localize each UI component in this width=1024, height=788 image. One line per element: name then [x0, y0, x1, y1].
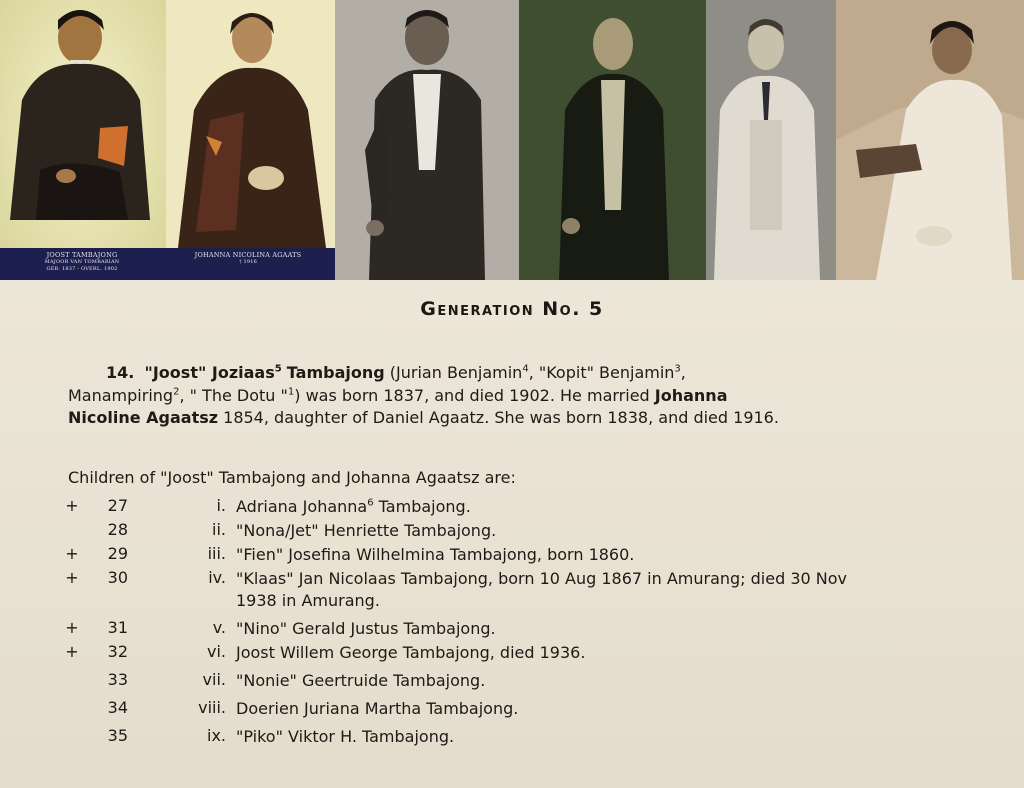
child-roman-numeral: vii. [202, 670, 226, 689]
child-row [0, 726, 1024, 750]
birth-death-text: ) was born 1837, and died 1902. He married [294, 385, 650, 405]
child-roman-numeral: i. [216, 496, 226, 515]
child-roman-numeral: viii. [198, 698, 226, 717]
spouse-first-name: Johanna [654, 385, 728, 405]
child-roman-numeral: iv. [208, 568, 226, 587]
child-roman-numeral: iii. [207, 544, 226, 563]
child-row [0, 568, 1024, 614]
child-name: "Nonie" Geertruide Tambajong. [236, 671, 486, 690]
child-row [0, 698, 1024, 722]
spouse-rest-name: Nicoline Agaatsz [68, 408, 219, 427]
entry-surname: Tambajong [286, 363, 385, 382]
descendant-marker: + [65, 642, 79, 661]
portrait-man-white-suit [706, 0, 836, 280]
entry-14 [68, 362, 988, 430]
children-heading: Children of "Joost" Tambajong and Johanna Agaatsz are: [68, 468, 516, 487]
lineage-part-4: , " The Dotu " [179, 385, 288, 405]
portrait-caption-bar [0, 248, 335, 280]
child-generation-sup: 6 [367, 497, 374, 509]
child-name: Joost Willem George Tambajong, died 1936. [236, 643, 586, 662]
caption-dates: GEB. 1837 - OVERL. 1902 [46, 266, 118, 272]
portrait-man-standing-2 [519, 0, 706, 280]
child-roman-numeral: ii. [212, 520, 226, 539]
child-number: 35 [107, 726, 128, 745]
portrait-johanna-agaats [166, 0, 335, 280]
portrait-photo-strip [0, 0, 1024, 280]
portrait-man-standing-1 [335, 0, 519, 280]
child-name: "Fien" Josefina Wilhelmina Tambajong, born 1860. [236, 545, 635, 564]
descendant-marker: + [65, 544, 79, 563]
portrait-joost-tambajong [0, 0, 166, 280]
spouse-details: 1854, daughter of Daniel Agaatz. She was born 1838, and died 1916. [223, 408, 779, 427]
lineage-part-1: (Jurian Benjamin [389, 363, 523, 382]
child-name: "Nona/Jet" Henriette Tambajong. [236, 521, 497, 540]
entry-line-3 [68, 407, 988, 430]
lineage-sup-4: 1 [287, 386, 295, 398]
child-name: "Nino" Gerald Justus Tambajong. [236, 619, 496, 638]
child-name: Doerien Juriana Martha Tambajong. [236, 699, 519, 718]
caption-johanna [168, 251, 328, 266]
child-name: "Piko" Viktor H. Tambajong. [236, 727, 455, 746]
portrait-woman-white-dress [836, 0, 1024, 280]
descendant-marker: + [65, 568, 79, 587]
child-row [0, 496, 1024, 520]
child-row [0, 642, 1024, 666]
child-number: 34 [107, 698, 128, 717]
child-number: 29 [107, 544, 128, 563]
child-number: 33 [107, 670, 128, 689]
child-roman-numeral: v. [212, 618, 226, 637]
genealogy-page [0, 280, 1024, 788]
child-row [0, 670, 1024, 694]
generation-superscript: 5 [274, 363, 282, 375]
lineage-sup-3: 2 [173, 386, 180, 398]
child-name-continuation: 1938 in Amurang. [236, 591, 380, 610]
child-row [0, 544, 1024, 568]
caption-joost [2, 251, 162, 273]
child-row [0, 618, 1024, 642]
child-number: 27 [107, 496, 128, 515]
generation-title: Generation No. 5 [420, 298, 604, 320]
descendant-marker: + [65, 618, 79, 637]
entry-nickname: "Joost" Joziaas [144, 363, 275, 382]
child-number: 31 [107, 618, 128, 637]
child-number: 30 [107, 568, 128, 587]
entry-number: 14. [106, 363, 135, 382]
child-name [236, 568, 966, 612]
child-roman-numeral: vi. [207, 642, 226, 661]
child-name-text: "Klaas" Jan Nicolaas Tambajong, born 10 Aug 1867 in Amurang; died 30 Nov [236, 569, 847, 588]
lineage-part-2: , "Kopit" Benjamin [528, 363, 675, 382]
caption-dates: † 1916 [238, 259, 257, 265]
lineage-sup-1: 4 [522, 363, 529, 375]
entry-line-2 [68, 385, 988, 408]
caption-name: JOHANNA NICOLINA AGAATS [194, 251, 302, 259]
lineage-part-3: Manampiring [68, 385, 174, 405]
child-name-text: Adriana Johanna [236, 497, 368, 516]
caption-title: MAJOOR VAN TOMBARIAN [44, 259, 120, 265]
child-number: 32 [107, 642, 128, 661]
lineage-comma: , [680, 363, 686, 382]
descendant-marker: + [65, 496, 79, 515]
child-row [0, 520, 1024, 544]
child-name-surname: Tambajong. [373, 497, 471, 516]
entry-line-1 [68, 362, 988, 385]
lineage-sup-2: 3 [674, 363, 681, 375]
child-number: 28 [107, 520, 128, 539]
child-roman-numeral: ix. [207, 726, 226, 745]
caption-name: JOOST TAMBAJONG [46, 251, 118, 259]
child-name [236, 496, 966, 518]
